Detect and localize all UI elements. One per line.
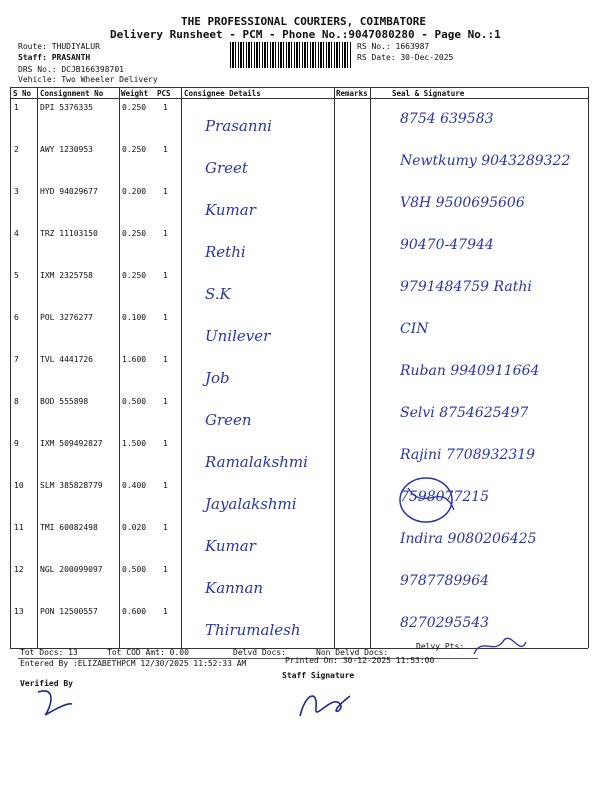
col-weight: Weight: [121, 89, 149, 98]
staff-label: Staff: PRASANTH: [18, 53, 91, 62]
row-signature-handwritten: 7598077215: [400, 489, 490, 505]
col-signature: Seal & Signature: [392, 89, 465, 98]
col-sno: S No: [13, 89, 32, 98]
row-consignee-handwritten: Rethi: [205, 243, 246, 261]
rs-number: RS No.: 1663987: [357, 42, 430, 51]
row-consignee-handwritten: S.K: [205, 285, 231, 303]
company-title: THE PROFESSIONAL COURIERS, COIMBATORE: [181, 15, 427, 28]
row-signature-handwritten: Indira 9080206425: [400, 531, 537, 547]
row-weight: 0.400: [122, 481, 147, 490]
vehicle-label: Vehicle: Two Wheeler Delivery: [18, 75, 158, 84]
row-weight: 0.500: [122, 565, 147, 574]
row-sno: 8: [14, 397, 19, 406]
row-sno: 5: [14, 271, 19, 280]
tot-docs: Tot Docs: 13: [20, 648, 78, 657]
row-weight: 1.600: [122, 355, 147, 364]
staff-signature-icon: [292, 682, 362, 728]
delvy-pts: Delvy Pts:: [416, 642, 465, 651]
row-signature-handwritten: Ruban 9940911664: [400, 363, 540, 379]
row-sno: 6: [14, 313, 19, 322]
row-consignment: BOD 555898: [40, 397, 89, 406]
row-signature-handwritten: 9791484759 Rathi: [400, 279, 532, 295]
route-label: Route: THUDIYALUR: [18, 42, 100, 51]
row-signature-handwritten: 90470-47944: [400, 237, 494, 253]
row-pcs: 1: [163, 313, 168, 322]
col-consignee: Consignee Details: [184, 89, 261, 98]
barcode-image: [230, 42, 352, 68]
row-weight: 0.250: [122, 229, 147, 238]
row-sno: 9: [14, 439, 19, 448]
non-delvd-docs: Non Delvd Docs:: [316, 648, 389, 657]
entered-by: Entered By :ELIZABETHPCM 12/30/2025 11:52:33 AM: [20, 659, 247, 668]
row-pcs: 1: [163, 271, 168, 280]
row-weight: 0.500: [122, 397, 147, 406]
row-consignee-handwritten: Unilever: [205, 327, 271, 345]
row-consignment: AWY 1230953: [40, 145, 93, 154]
row-signature-handwritten: 9787789964: [400, 573, 490, 589]
row-consignment: HYD 94029677: [40, 187, 98, 196]
row-sno: 11: [14, 523, 24, 532]
row-consignment: IXM 509492827: [40, 439, 103, 448]
col-remarks: Remarks: [336, 89, 368, 98]
row-sno: 3: [14, 187, 19, 196]
row-pcs: 1: [163, 397, 168, 406]
row-consignee-handwritten: Thirumalesh: [205, 621, 301, 639]
stamp-scribble-icon: [390, 470, 470, 534]
row-consignment: TRZ 11103150: [40, 229, 98, 238]
row-consignee-handwritten: Green: [205, 411, 252, 429]
delivery-points-scribble-icon: [470, 632, 530, 662]
row-pcs: 1: [163, 481, 168, 490]
tot-cod-amt: Tot COD Amt: 0.00: [107, 648, 189, 657]
row-sno: 12: [14, 565, 24, 574]
row-pcs: 1: [163, 355, 168, 364]
row-pcs: 1: [163, 187, 168, 196]
row-weight: 0.020: [122, 523, 147, 532]
row-pcs: 1: [163, 607, 168, 616]
row-signature-handwritten: 8270295543: [400, 615, 490, 631]
col-pcs: PCS: [157, 89, 171, 98]
row-pcs: 1: [163, 103, 168, 112]
verifier-signature-icon: [28, 684, 88, 720]
row-sno: 10: [14, 481, 24, 490]
row-weight: 0.200: [122, 187, 147, 196]
row-consignment: PON 12500557: [40, 607, 98, 616]
row-consignment: TVL 4441726: [40, 355, 93, 364]
verified-by-label: Verified By: [20, 679, 73, 688]
row-consignee-handwritten: Jayalakshmi: [205, 495, 297, 513]
row-pcs: 1: [163, 145, 168, 154]
row-consignee-handwritten: Kumar: [205, 201, 256, 219]
row-consignee-handwritten: Kannan: [205, 579, 264, 597]
row-weight: 0.600: [122, 607, 147, 616]
row-consignee-handwritten: Ramalakshmi: [205, 453, 308, 471]
delvd-docs: Delvd Docs:: [233, 648, 286, 657]
row-consignee-handwritten: Prasanni: [205, 117, 272, 135]
row-weight: 0.100: [122, 313, 147, 322]
row-consignment: DPI 5376335: [40, 103, 93, 112]
row-pcs: 1: [163, 565, 168, 574]
row-weight: 0.250: [122, 103, 147, 112]
row-sno: 13: [14, 607, 24, 616]
row-signature-handwritten: Newtkumy 9043289322: [400, 153, 571, 169]
col-consignment: Consignment No: [40, 89, 104, 98]
row-sno: 4: [14, 229, 19, 238]
row-weight: 1.500: [122, 439, 147, 448]
row-signature-handwritten: V8H 9500695606: [400, 195, 525, 211]
staff-signature-label: Staff Signature: [282, 671, 355, 680]
row-consignee-handwritten: Kumar: [205, 537, 256, 555]
row-signature-handwritten: 8754 639583: [400, 111, 494, 127]
row-consignment: TMI 60082498: [40, 523, 98, 532]
row-pcs: 1: [163, 229, 168, 238]
printed-on: Printed On: 30-12-2025 11:53:00: [285, 656, 435, 665]
row-signature-handwritten: CIN: [400, 321, 429, 337]
row-weight: 0.250: [122, 271, 147, 280]
row-weight: 0.250: [122, 145, 147, 154]
row-sno: 1: [14, 103, 19, 112]
rs-date: RS Date: 30-Dec-2025: [357, 53, 454, 62]
row-consignment: NGL 200099097: [40, 565, 103, 574]
row-consignee-handwritten: Greet: [205, 159, 248, 177]
row-sno: 2: [14, 145, 19, 154]
row-pcs: 1: [163, 439, 168, 448]
row-consignee-handwritten: Job: [205, 369, 230, 387]
row-consignment: SLM 385828779: [40, 481, 103, 490]
row-pcs: 1: [163, 523, 168, 532]
row-signature-handwritten: Rajini 7708932319: [400, 447, 536, 463]
runsheet-subtitle: Delivery Runsheet - PCM - Phone No.:9047080280 - Page No.:1: [110, 28, 501, 41]
drs-label: DRS No.: DCJB166398701: [18, 65, 124, 74]
row-sno: 7: [14, 355, 19, 364]
row-consignment: IXM 2325758: [40, 271, 93, 280]
row-consignment: POL 3276277: [40, 313, 93, 322]
row-signature-handwritten: Selvi 8754625497: [400, 405, 529, 421]
